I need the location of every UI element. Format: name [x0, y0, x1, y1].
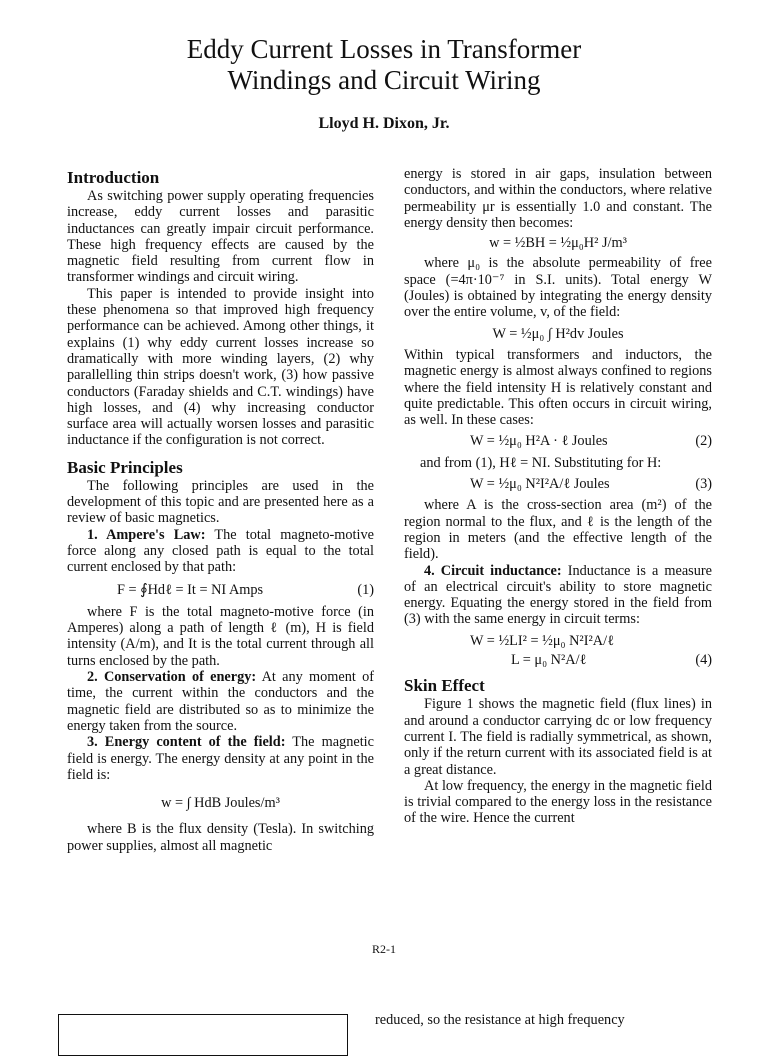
- equation-2: [470, 433, 712, 449]
- amperes-law: [67, 527, 374, 576]
- introduction-heading: Introduction: [67, 168, 160, 187]
- equation-3: [470, 476, 712, 492]
- equation-4-number: (4): [695, 652, 712, 669]
- right-column: [404, 166, 712, 827]
- intro-paragraph-1: As switching power supply operating frequencies increase, eddy current losses and parasitic inductances can greatly impair circuit performance. These high frequency effects are caused by the magnetic field resulting from current flow in transformer windings and circuit wiring.: [67, 188, 374, 286]
- equation-4-body: L = μ₀ N²A/ℓ: [511, 652, 587, 669]
- basic-paragraph: The following principles are used in the development of this topic and are presented here as a review of basic magnetics.: [67, 477, 374, 527]
- where-b-paragraph: where B is the flux density (Tesla). In switching power supplies, almost all magnetic: [67, 821, 374, 854]
- total-energy-equation: W = ½μ₀ ∫ H²dv Joules: [492, 325, 624, 342]
- author: Lloyd H. Dixon, Jr.: [318, 115, 450, 132]
- title-line-1: Eddy Current Losses in Transformer: [186, 34, 582, 64]
- right-paragraph-1: energy is stored in air gaps, insulation between conductors, and within the conductors, where relative permeability μr is essentially 1.0 and constant. The energy density then becomes:: [404, 166, 712, 231]
- skin-effect-heading: Skin Effect: [404, 676, 485, 696]
- amperes-law-text: The total magneto-motive force along any closed path is equal to the total current enclosed by that path:: [67, 526, 374, 576]
- inductance-energy-equation: W = ½LI² = ½μ₀ N²I²A/ℓ: [470, 632, 614, 649]
- conservation-text: At any moment of time, the current within the conductors and the magnetic field are distributed so as to minimize the energy taken from the source.: [67, 669, 374, 734]
- page-number: R2-1: [372, 942, 396, 956]
- basic-principles-heading: Basic Principles: [67, 457, 183, 477]
- equation-2-number: (2): [695, 433, 712, 450]
- right-paragraph-3: Within typical transformers and inductors, the magnetic energy is almost always confined to regions where the field intensity H is relatively constant and quite predictable. This often occurs in circuit wiring, as well. In these cases:: [404, 346, 712, 429]
- right-paragraph-4: and from (1), Hℓ = NI. Substituting for H:: [420, 454, 662, 471]
- paper-title: [0, 34, 768, 96]
- equation-2-body: W = ½μ₀ H²A · ℓ Joules: [470, 433, 608, 450]
- left-column: [67, 168, 374, 854]
- energy-density-equation: w = ∫ HdB Joules/m³: [161, 795, 280, 812]
- conservation-of-energy: [67, 669, 374, 734]
- energy-content: [67, 734, 374, 783]
- equation-1-number: (1): [357, 581, 374, 598]
- equation-3-body: W = ½μ₀ N²I²A/ℓ Joules: [470, 476, 610, 493]
- skin-paragraph-2: At low frequency, the energy in the magnetic field is trivial compared to the energy loss in the resistance of the wire. Hence the current: [404, 777, 712, 827]
- intro-paragraph-2: This paper is intended to provide insight into these phenomena so that improved high frequency performance can be achieved. Among other things, it explains (1) why eddy current losses increase so dramatically with more winding layers, (2) why parallelling thin strips doesn't work, (3) how passive conductors (Faraday shields and C.T. windings) have high losses, and (4) why increasing conductor surface area will actually worsen losses and parasitic inductance if the configuration is not correct.: [67, 285, 374, 449]
- title-line-2: Windings and Circuit Wiring: [227, 65, 541, 95]
- energy-content-text: The magnetic field is energy. The energy density at any point in the field is:: [67, 734, 374, 783]
- energy-content-label: 3. Energy content of the field:: [87, 734, 286, 751]
- where-f-paragraph: where F is the total magneto-motive force (in Amperes) along a path of length ℓ (m), H is field intensity (A/m), and It is the total current through all turns enclosed by the path.: [67, 603, 374, 669]
- right-paragraph-5: where A is the cross-section area (m²) of the region normal to the flux, and ℓ is the length of the region in meters (and the effective length of the field).: [404, 497, 712, 563]
- circuit-inductance-text: Inductance is a measure of an electrical circuit's ability to store magnetic energy. Equating the energy stored in the field from (3) with the same energy in circuit terms:: [404, 562, 712, 628]
- skin-paragraph-1: Figure 1 shows the magnetic field (flux lines) in and around a conductor carrying dc or low frequency current I. The field is radially symmetrical, as shown, only if the return current with its associated field is at a great distance.: [404, 696, 712, 778]
- conservation-label: 2. Conservation of energy:: [87, 669, 257, 686]
- right-paragraph-2: where μ₀ is the absolute permeability of free space (=4π·10⁻⁷ in S.I. units). Total energy W (Joules) is obtained by integrating the energy density over the entire volume, v, of the field:: [404, 255, 712, 321]
- circuit-inductance-label: 4. Circuit inductance:: [424, 562, 562, 579]
- circuit-inductance: [404, 563, 712, 628]
- energy-density-bh-equation: w = ½BH = ½μ₀H² J/m³: [489, 235, 627, 252]
- equation-1: [117, 582, 374, 598]
- amperes-law-label: 1. Ampere's Law:: [87, 526, 206, 543]
- equation-3-number: (3): [695, 476, 712, 493]
- equation-1-body: F = ∮Hdℓ = It = NI Amps: [117, 581, 264, 598]
- figure-frame: [58, 1014, 348, 1056]
- continuation-text: reduced, so the resistance at high frequency: [375, 1012, 625, 1028]
- equation-4: [511, 652, 712, 668]
